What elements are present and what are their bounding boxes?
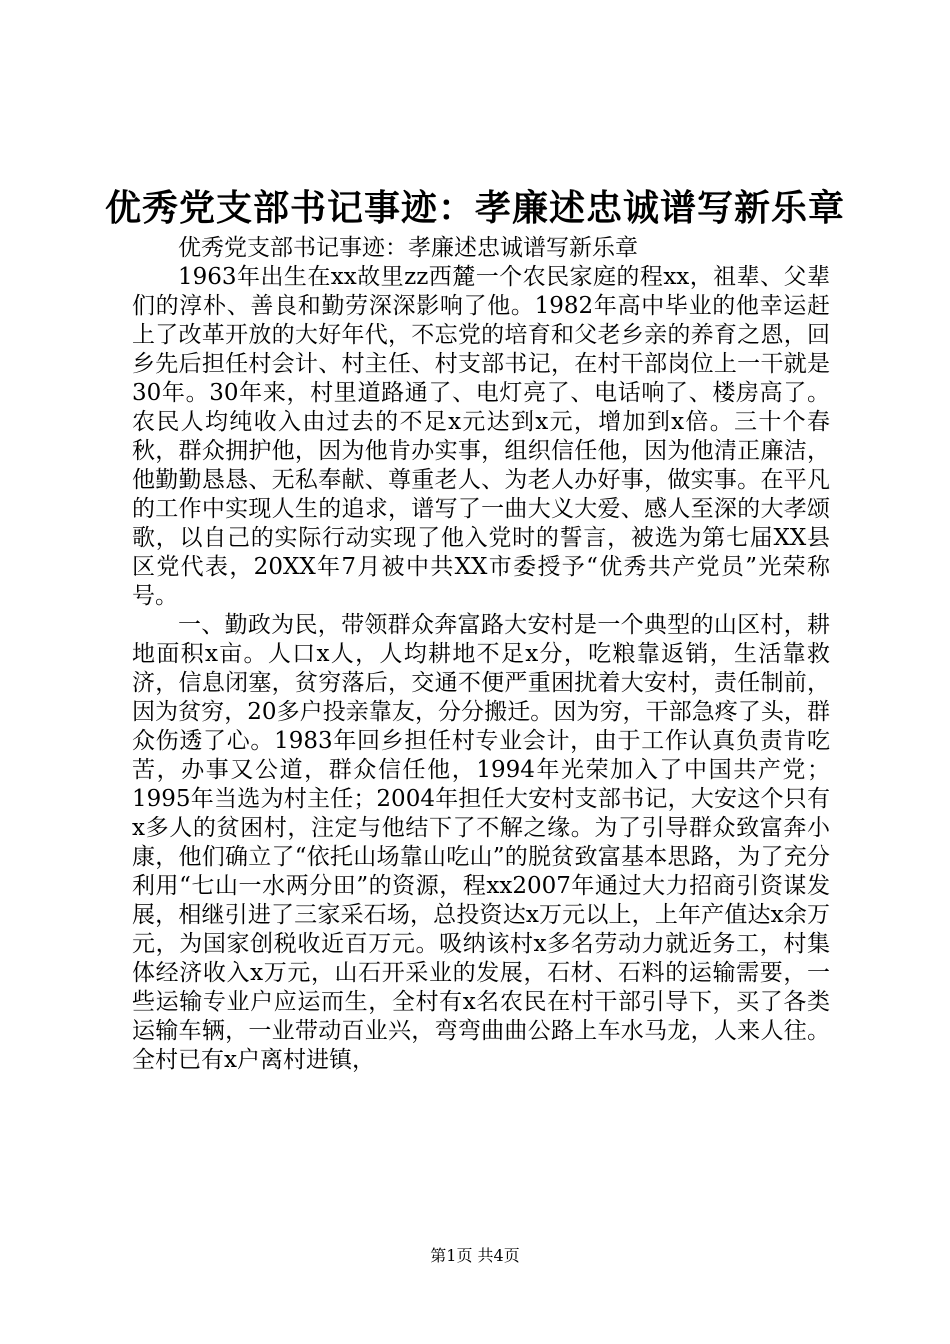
paragraph-subtitle: 优秀党支部书记事迹：孝廉述忠诚谱写新乐章: [178, 235, 638, 261]
paragraph-biography: 1963年出生在xx故里zz西麓一个农民家庭的程xx，祖辈、父辈们的淳朴、善良和勤劳深深影响了他。1982年高中毕业的他幸运赶上了改革开放的大好年代，不忘党的培育和父老乡亲的养育之恩，回乡先后担任村会计、村主任、村支部书记，在村干部岗位上一干就是30年。30年来，村里道路通了、电灯亮了、电话响了、楼房高了。农民人均纯收入由过去的不足x元达到x元，增加到x倍。三十个春秋，群众拥护他，因为他肯办实事，组织信任他，因为他清正廉洁，他勤勤恳恳、无私奉献、尊重老人、为老人办好事，做实事。在平凡的工作中实现人生的追求，谱写了一曲大义大爱、感人至深的大孝颂歌，以自己的实际行动实现了他入党时的誓言，被选为第七届XX县区党代表，20XX年7月被中共XX市委授予“优秀共产党员”光荣称号。: [132, 264, 830, 609]
paragraph-section-one: 一、勤政为民，带领群众奔富路大安村是一个典型的山区村，耕地面积x亩。人口x人，人均耕地不足x分，吃粮靠返销，生活靠救济，信息闭塞，贫穷落后，交通不便严重困扰着大安村，责任制前，因为贫穷，20多户投亲靠友，分分搬迁。因为穷，干部急疼了头，群众伤透了心。1983年回乡担任村专业会计，由于工作认真负责肯吃苦，办事又公道，群众信任他，1994年光荣加入了中国共产党；1995年当选为村主任；2004年担任大安村支部书记，大安这个只有x多人的贫困村，注定与他结下了不解之缘。为了引导群众致富奔小康，他们确立了“依托山场靠山吃山”的脱贫致富基本思路，为了充分利用“七山一水两分田”的资源，程xx2007年通过大力招商引资谋发展，相继引进了三家采石场，总投资达x万元以上，上年产值达x余万元，为国家创税收近百万元。吸纳该村x多名劳动力就近务工，村集体经济收入x万元，山石开采业的发展，石材、石料的运输需要，一些运输专业户应运而生，全村有x名农民在村干部引导下，买了各类运输车辆，一业带动百业兴，弯弯曲曲公路上车水马龙，人来人往。全村已有x户离村进镇，: [132, 612, 830, 1073]
page-footer: 第1页 共4页: [430, 1246, 520, 1265]
document-title: 优秀党支部书记事迹：孝廉述忠诚谱写新乐章: [104, 187, 845, 229]
document-body: [132, 234, 830, 1075]
